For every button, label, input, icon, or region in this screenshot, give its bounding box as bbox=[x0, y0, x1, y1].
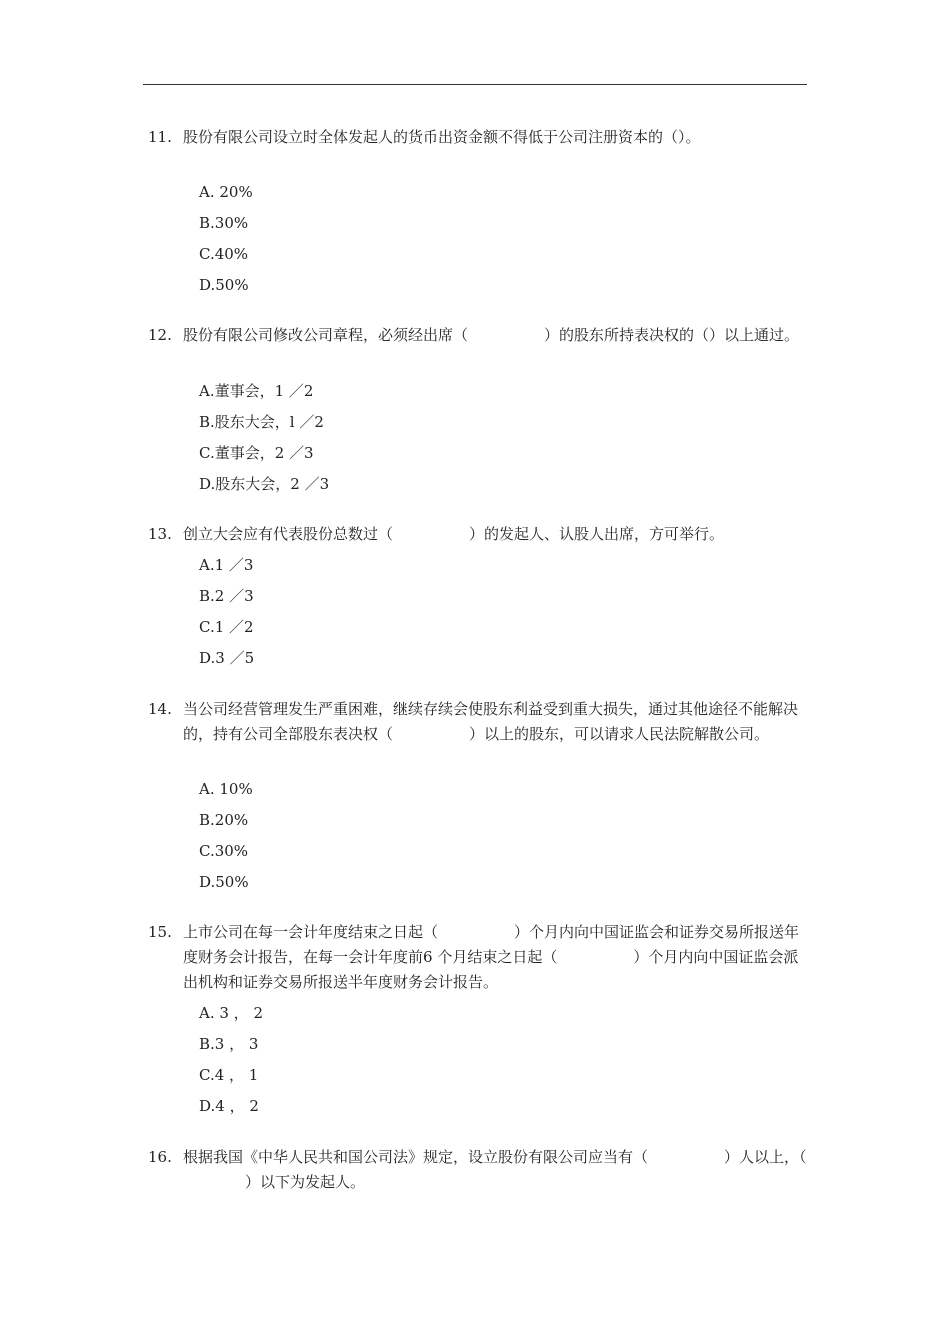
option-list bbox=[199, 998, 263, 1122]
question-text: 创立大会应有代表股份总数过（ ）的发起人、认股人出席，方可举行。 bbox=[183, 525, 725, 543]
option-d: D.50% bbox=[199, 276, 249, 294]
option-b: B.股东大会，l ／2 bbox=[199, 413, 324, 431]
question-number: 15. bbox=[148, 923, 172, 941]
header-rule bbox=[143, 84, 807, 85]
question-text: 股份有限公司设立时全体发起人的货币出资金额不得低于公司注册资本的（）。 bbox=[183, 128, 701, 146]
option-list bbox=[199, 177, 253, 301]
option-d: D.股东大会，2 ／3 bbox=[199, 475, 330, 493]
option-a: A. 3 ， 2 bbox=[199, 1004, 263, 1022]
option-a: A.董事会，1 ／2 bbox=[199, 382, 314, 400]
option-list bbox=[199, 376, 329, 500]
option-d: D.4 ， 2 bbox=[199, 1097, 259, 1115]
question-number: 11. bbox=[148, 128, 172, 146]
option-b: B.20% bbox=[199, 811, 249, 829]
option-b: B.3 ， 3 bbox=[199, 1035, 259, 1053]
question-text: 根据我国《中华人民共和国公司法》规定，设立股份有限公司应当有（ ）人以上，（）以下为发起人。 bbox=[183, 1148, 807, 1191]
option-c: C.4 ， 1 bbox=[199, 1066, 259, 1084]
option-list bbox=[199, 550, 254, 674]
option-list bbox=[199, 774, 253, 898]
option-c: C.董事会，2 ／3 bbox=[199, 444, 314, 462]
option-b: B.2 ／3 bbox=[199, 587, 254, 605]
question-number: 12. bbox=[148, 326, 172, 344]
question-number: 16. bbox=[148, 1148, 172, 1166]
question-text: 上市公司在每一会计年度结束之日起（ ）个月内向中国证监会和证券交易所报送年度财务会计报告，在每一会计年度前6 个月结束之日起（ ）个月内向中国证监会派出机构和证券交易所报送半年度财务会计报告。 bbox=[183, 923, 800, 991]
option-a: A. 20% bbox=[199, 183, 253, 201]
option-a: A.1 ／3 bbox=[199, 556, 254, 574]
question-text: 当公司经营管理发生严重困难，继续存续会使股东利益受到重大损失，通过其他途径不能解决的，持有公司全部股东表决权（ ）以上的股东，可以请求人民法院解散公司。 bbox=[183, 700, 799, 743]
option-b: B.30% bbox=[199, 214, 249, 232]
option-a: A. 10% bbox=[199, 780, 253, 798]
question-number: 14. bbox=[148, 700, 172, 718]
option-d: D.3 ／5 bbox=[199, 649, 255, 667]
option-c: C.40% bbox=[199, 245, 249, 263]
question-number: 13. bbox=[148, 525, 172, 543]
question-text: 股份有限公司修改公司章程，必须经出席（ ）的股东所持表决权的（）以上通过。 bbox=[183, 326, 800, 344]
option-d: D.50% bbox=[199, 873, 249, 891]
option-c: C.30% bbox=[199, 842, 249, 860]
option-c: C.1 ／2 bbox=[199, 618, 254, 636]
